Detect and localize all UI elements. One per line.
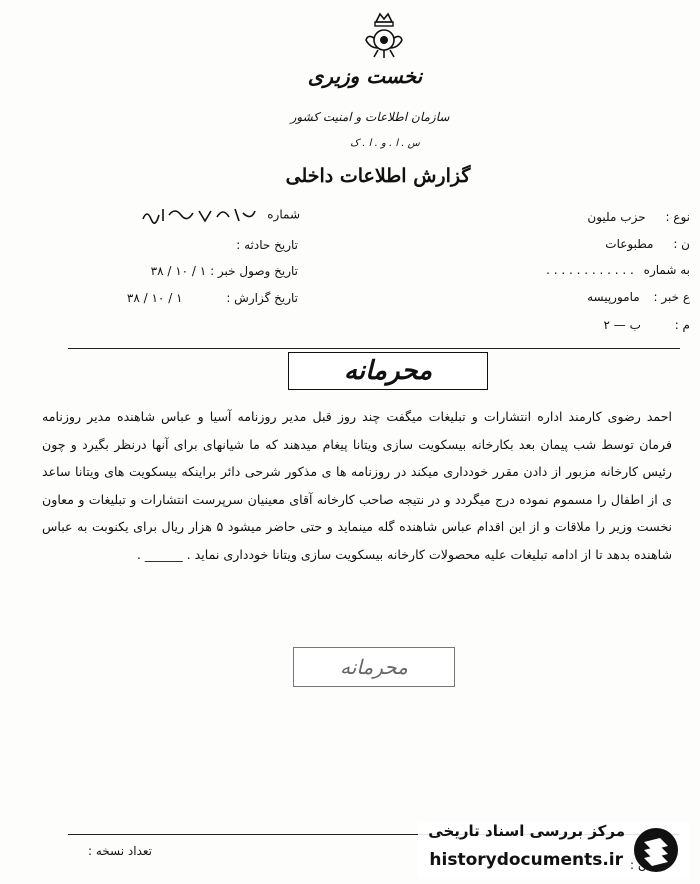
watermark-url[interactable]: historydocuments.ir [429, 850, 623, 870]
report-date-field [32, 291, 298, 305]
source-value: مامورپیسه [587, 290, 640, 304]
event-date-field [148, 238, 298, 252]
source-label: ع خبر : [653, 290, 690, 304]
confidential-stamp-top: محرمانه [288, 352, 488, 390]
report-date-label: تاریخ گزارش : [226, 291, 298, 305]
watermark-title: مرکز بررسی اسناد تاریخی [428, 822, 625, 840]
reference-value: . . . . . . . . . . . . [546, 263, 634, 277]
lion-and-sun-emblem-icon [356, 10, 412, 60]
reference-field [520, 263, 690, 277]
report-date-value: ۱ / ۱۰ / ۳۸ [126, 291, 183, 305]
subject-value: مطبوعات [605, 237, 654, 251]
report-body: احمد رضوی کارمند اداره انتشارات و تبلیغات میگفت چند روز قبل مدیر روزنامه آسیا و عباس شاهنده مدیر روزنامه فرمان توسط شب پیمان بعد بکارخانه بیسکویت سازی ویتانا پیغام میدهند که ما شیانهای برای آنها درنظر بگیرد و چون رئیس کارخانه مزبور از دادن مقرر خودداری میکند در روزنامه ها ی مذکور شرحی دائر براینکه بیسکویت های ویتانا ساعد ی از اطفال را مسموم نموده درج میگردد و در نتیجه صاحب کارخانه آقای معینیان سرپرست انتشارات و تبلیغات و معاون نخست وزیر را ملاقات و از این اقدام عباس شاهنده گله مینماید و حتی حاضر میشود ۵ هزار ریال برای یکنوبت به عباس شاهنده بدهد تا از ادامه تبلیغات علیه محصولات کارخانه بیسکویت سازی ویتانا خودداری نماید . ______ . [42, 409, 672, 562]
header-divider [68, 348, 680, 349]
receipt-date-label: تاریخ وصول خبر : [210, 264, 298, 278]
grade-field [540, 318, 690, 332]
grade-value: ب — ۲ [603, 318, 641, 332]
event-date-label: تاریخ حادثه : [236, 238, 298, 252]
receipt-date-field [32, 264, 298, 278]
handwritten-number-scribble [139, 205, 259, 225]
confidential-stamp-bottom: محرمانه [293, 647, 455, 687]
organization-name: سازمان اطلاعات و امنیت کشور [290, 110, 450, 124]
type-value: حزب مليون [587, 210, 646, 224]
organization-code: س . ا . و . ا . ک [350, 138, 420, 149]
footer-edge-mark: ن : [630, 858, 647, 872]
subject-label: ن : [673, 237, 690, 251]
subject-field [520, 237, 690, 251]
grade-label: م : [674, 318, 690, 332]
type-field [520, 210, 690, 224]
number-label: شماره [267, 207, 300, 222]
ministry-heading: نخست وزیری [307, 64, 423, 88]
type-label: نوع : [665, 210, 690, 224]
number-field [80, 205, 300, 225]
reference-label: به شماره [643, 263, 690, 277]
report-title: گزارش اطلاعات داخلی [285, 165, 471, 187]
receipt-date-value: ۱ / ۱۰ / ۳۸ [150, 264, 207, 278]
source-field [520, 290, 690, 304]
copies-count-label: تعداد نسخه : [88, 844, 153, 858]
